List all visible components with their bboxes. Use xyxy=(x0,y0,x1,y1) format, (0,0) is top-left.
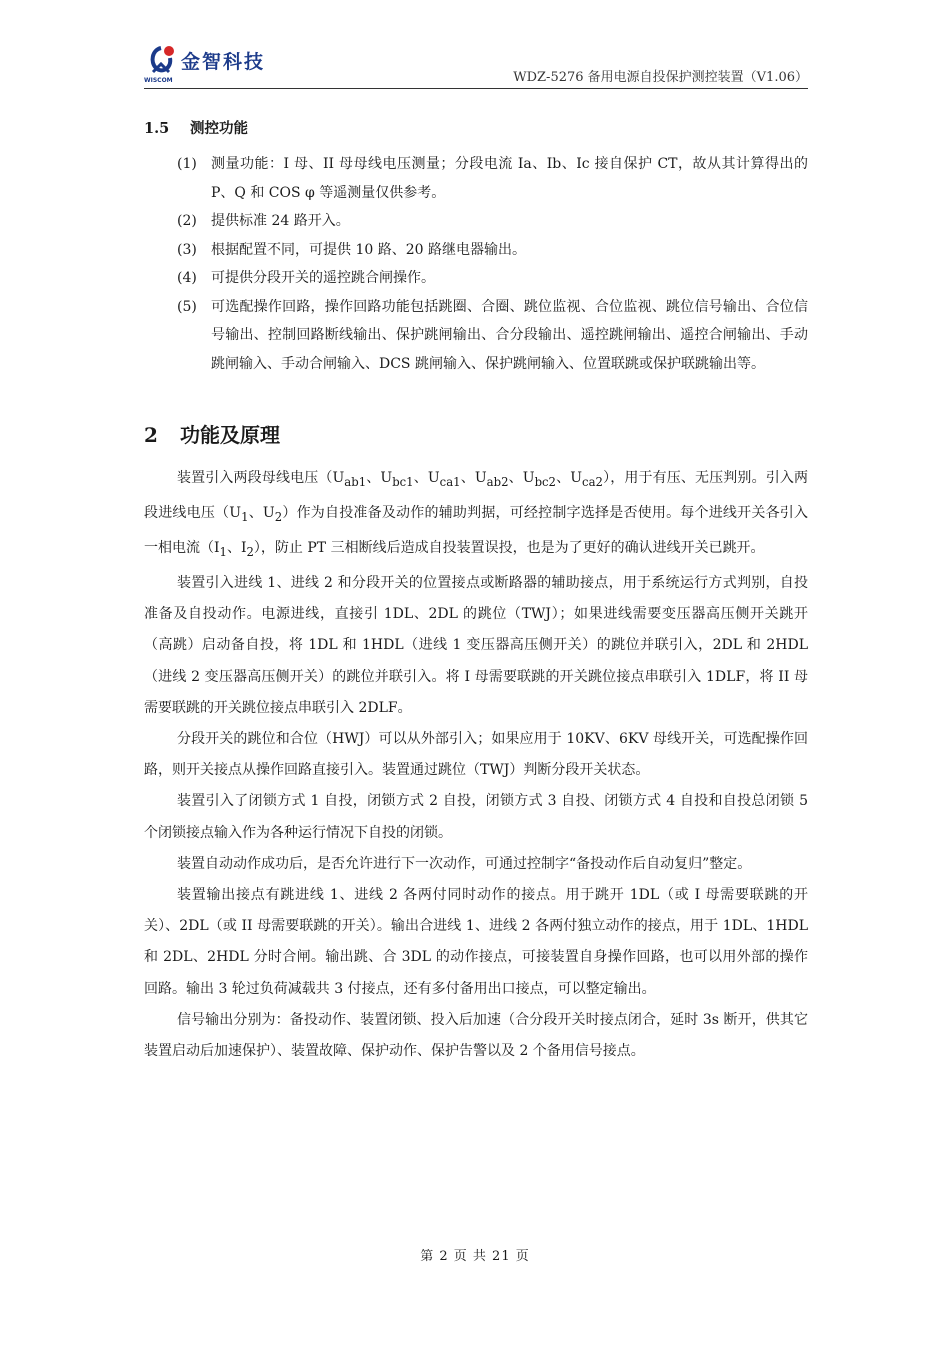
section-title: 测控功能 xyxy=(190,120,248,137)
logo-subtext: WISCOM xyxy=(144,77,173,84)
list-item-number: (1) xyxy=(177,156,197,172)
section-2-body xyxy=(144,463,808,1067)
section-title: 功能及原理 xyxy=(180,423,280,447)
list-item-text: 可提供分段开关的遥控跳合闸操作。 xyxy=(211,270,435,286)
list-item-number: (5) xyxy=(177,298,197,315)
feature-list xyxy=(177,150,808,378)
page-number: 第 2 页 共 21 页 xyxy=(420,1249,530,1264)
section-heading-2 xyxy=(144,419,280,448)
list-item-number: (2) xyxy=(177,213,197,229)
paragraph: 信号输出分别为：备投动作、装置闭锁、投入后加速（合分段开关时接点闭合，延时 3s 断开，供其它装置启动后加速保护）、装置故障、保护动作、保护告警以及 2 个备用信号接点。 xyxy=(144,1011,808,1060)
paragraph: 装置引入了闭锁方式 1 自投，闭锁方式 2 自投，闭锁方式 3 自投、闭锁方式 4 自投和自投总闭锁 5 个闭锁接点输入作为各种运行情况下自投的闭锁。 xyxy=(144,793,808,841)
list-item xyxy=(177,150,808,207)
list-item-text: 可选配操作回路，操作回路功能包括跳圈、合圈、跳位监视、合位监视、跳位信号输出、合位信号输出、控制回路断线输出、保护跳闸输出、合分段输出、遥控跳闸输出、遥控合闸输出、手动跳闸输入、手动合闸输入、DCS 跳闸输入、保护跳闸输入、位置联跳或保护联跳输出等。 xyxy=(211,298,808,372)
list-item xyxy=(177,293,808,379)
list-item-text: 根据配置不同，可提供 10 路、20 路继电器输出。 xyxy=(211,241,526,258)
section-number: 2 xyxy=(144,423,158,447)
logo-text: 金智科技 xyxy=(181,51,266,73)
paragraph: 分段开关的跳位和合位（HWJ）可以从外部引入；如果应用于 10KV、6KV 母线开关，可选配操作回路，则开关接点从操作回路直接引入。装置通过跳位（TWJ）判断分段开关状态。 xyxy=(144,731,808,779)
document-title: WDZ-5276 备用电源自投保护测控装置（V1.06） xyxy=(513,70,808,85)
section-number: 1.5 xyxy=(144,120,170,137)
list-item-text: 提供标准 24 路开入。 xyxy=(211,213,350,229)
paragraph: 装置输出接点有跳进线 1、进线 2 各两付同时动作的接点。用于跳开 1DL（或 I 母需要联跳的开关）、2DL（或 II 母需要联跳的开关）。输出合进线 1、进线 2 各两付独立动作的接点，用于 1DL、1HDL 和 2DL、2HDL 分时合闸。输出跳、合 3DL 的动作接点，可接装置自身操作回路，也可以用外部的操作回路。输出 3 轮过负荷减载共 3 付接点，还有多付备用出口接点，可以整定输出。 xyxy=(144,887,808,997)
list-item xyxy=(177,207,808,236)
list-item-number: (4) xyxy=(177,270,197,286)
list-item xyxy=(177,264,808,293)
page-header xyxy=(144,40,808,89)
list-item-text: 测量功能：I 母、II 母母线电压测量；分段电流 Ia、Ib、Ic 接自保护 CT，故从其计算得出的 P、Q 和 COS φ 等遥测量仅供参考。 xyxy=(211,156,808,201)
list-item xyxy=(177,236,808,265)
wiscom-logo-icon xyxy=(144,42,178,84)
list-item-number: (3) xyxy=(177,241,197,258)
paragraph: 装置引入两段母线电压（$U_{ab1}$、$U_{bc1}$、$U_{ca1}$、$U_{ab2}$、$U_{bc2}$、$U_{ca2}$），用于有压、无压判别。引入两段进线电压（$U_1$、$U_2$）作为自投准备及动作的辅助判据，可经控制字选择是否使用。每个进线开关各引入一相电流（$I_1$、$I_2$），防止 PT 三相断线后造成自投装置误投，也是为了更好的确认进线开关已跳开。 xyxy=(144,470,808,559)
paragraph: 装置自动动作成功后，是否允许进行下一次动作，可通过控制字“备投动作后自动复归”整定。 xyxy=(177,855,752,872)
section-heading-1-5 xyxy=(144,117,248,138)
paragraph: 装置引入进线 1、进线 2 和分段开关的位置接点或断路器的辅助接点，用于系统运行方式判别，自投准备及自投动作。电源进线，直接引 1DL、2DL 的跳位（TWJ）；如果进线需要变压器高压侧开关跳开（高跳）启动备自投，将 1DL 和 1HDL（进线 1 变压器高压侧开关）的跳位并联引入，2DL 和 2HDL（进线 2 变压器高压侧开关）的跳位并联引入。将 I 母需要联跳的开关跳位接点串联引入 1DLF，将 II 母需要联跳的开关跳位接点串联引入 2DLF。 xyxy=(144,575,808,716)
company-logo xyxy=(144,42,265,84)
